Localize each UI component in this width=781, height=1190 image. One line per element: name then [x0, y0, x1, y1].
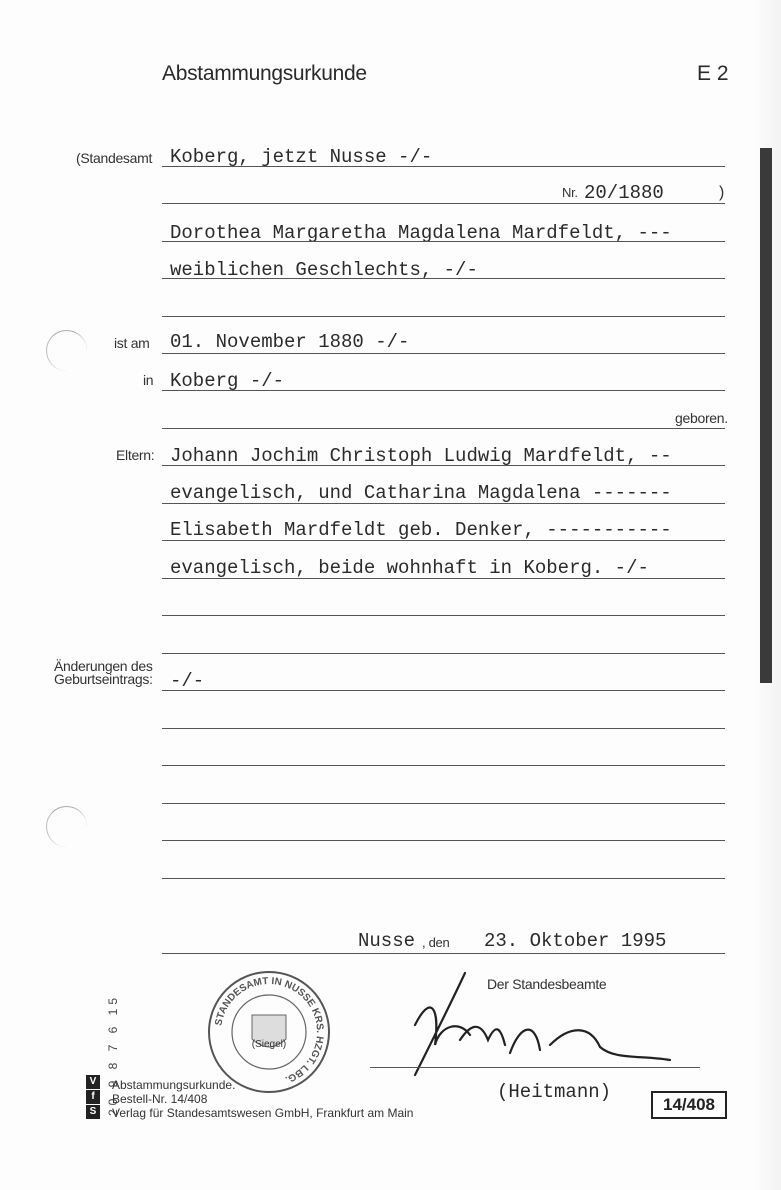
- official-name: (Heitmann): [497, 1081, 612, 1103]
- rule: [162, 690, 725, 691]
- footer-line2: Bestell-Nr. 14/408: [112, 1092, 208, 1106]
- issue-den: , den: [422, 935, 450, 950]
- seal-ring-text: STANDESAMT IN NUSSE KRS. HZGT. LBG.: [213, 975, 326, 1085]
- official-title: Der Standesbeamte: [487, 976, 607, 992]
- changes-value: -/-: [170, 670, 205, 692]
- changes-label-line2: Geburtseintrags:: [54, 671, 153, 687]
- born-label: geboren.: [675, 410, 728, 426]
- rule: [162, 728, 725, 729]
- parents-line: evangelisch, und Catharina Magdalena -------: [170, 482, 672, 504]
- rule: [162, 653, 725, 654]
- scan-edge-bar: [760, 148, 772, 683]
- rule: [162, 578, 725, 579]
- punch-hole: [46, 806, 87, 847]
- parents-label: Eltern:: [116, 447, 155, 463]
- parents-line: Elisabeth Mardfeldt geb. Denker, -----------: [170, 519, 672, 541]
- rule: [162, 765, 725, 766]
- birth-date-label: ist am: [114, 335, 150, 351]
- rule: [162, 953, 725, 954]
- nr-close: ): [719, 184, 725, 201]
- rule: [162, 203, 725, 204]
- punch-hole: [46, 330, 87, 371]
- birth-place-label: in: [143, 372, 154, 388]
- rule: [162, 390, 725, 391]
- logo-letter: f: [86, 1090, 100, 1104]
- parents-line: evangelisch, beide wohnhaft in Koberg. -/-: [170, 557, 649, 579]
- issue-place: Nusse: [358, 930, 416, 952]
- publisher-logo: [86, 1075, 100, 1120]
- rule: [162, 615, 725, 616]
- parents-line: Johann Jochim Christoph Ludwig Mardfeldt, --: [170, 445, 672, 467]
- rule: [162, 278, 725, 279]
- rule: [162, 503, 725, 504]
- birth-place: Koberg -/-: [170, 370, 285, 392]
- signature: [400, 965, 700, 1095]
- form-code: E 2: [697, 62, 729, 85]
- rule: [162, 465, 725, 466]
- vertical-print-code: 20 9 8 7 6 15: [106, 993, 121, 1117]
- rule: [162, 878, 725, 879]
- footer-line1: Abstammungsurkunde.: [112, 1078, 236, 1092]
- issue-date: 23. Oktober 1995: [484, 930, 667, 952]
- rule: [162, 428, 725, 429]
- rule: [162, 353, 725, 354]
- official-seal: [204, 969, 334, 1095]
- signature-rule: [370, 1067, 700, 1068]
- seal-center-text: (Siegel): [251, 1039, 287, 1050]
- document-title: Abstammungsurkunde: [162, 62, 367, 85]
- rule: [162, 803, 725, 804]
- logo-letter: V: [86, 1075, 100, 1089]
- changes-label-line1: Änderungen des: [54, 658, 153, 674]
- person-sex: weiblichen Geschlechts, -/-: [170, 259, 478, 281]
- registry-office: Koberg, jetzt Nusse -/-: [170, 146, 433, 168]
- logo-letter: S: [86, 1105, 100, 1119]
- footer-line3: Verlag für Standesamtswesen GmbH, Frankfurt am Main: [112, 1106, 414, 1120]
- form-number-box: 14/408: [651, 1091, 727, 1119]
- birth-date: 01. November 1880 -/-: [170, 331, 410, 353]
- changes-label: [54, 660, 153, 686]
- rule: [162, 840, 725, 841]
- rule: [162, 241, 725, 242]
- registry-number: 20/1880: [584, 182, 664, 204]
- registry-label: (Standesamt: [76, 150, 153, 166]
- person-name: Dorothea Margaretha Magdalena Mardfeldt, ---: [170, 222, 672, 244]
- rule: [162, 166, 725, 167]
- rule: [162, 316, 725, 317]
- nr-label: Nr.: [562, 185, 578, 200]
- rule: [162, 540, 725, 541]
